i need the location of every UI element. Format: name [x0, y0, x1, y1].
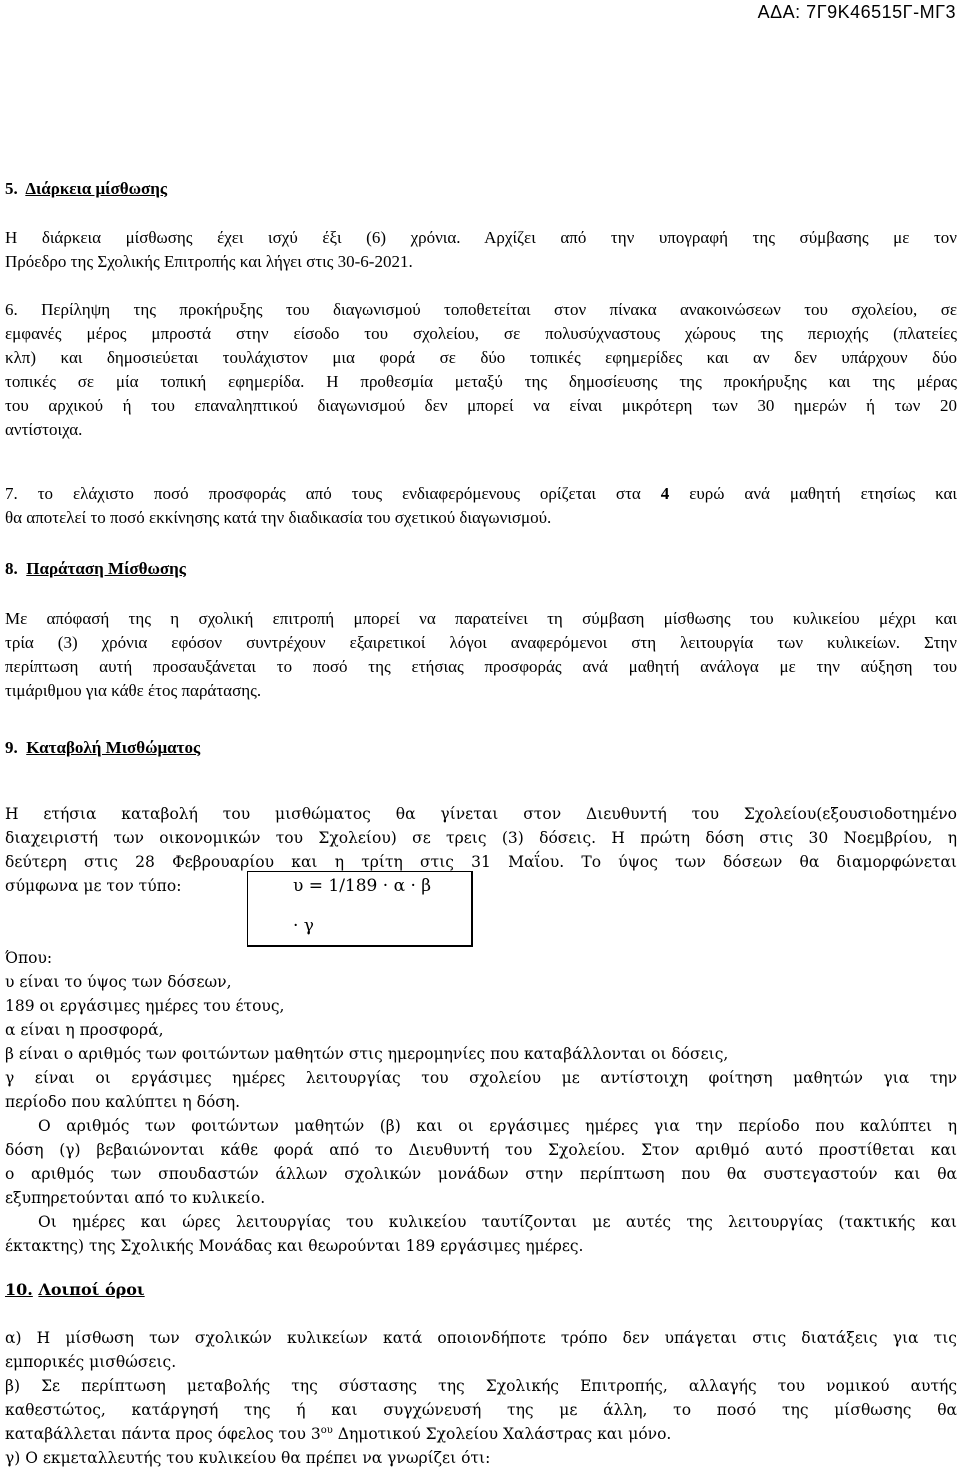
formula-line-1: υ = 1/189 · α · β	[293, 876, 432, 896]
text-line: κλπ) και δημοσιεύεται τουλάχιστον μια φορά σε δύο τοπικές εφημερίδες και αν δεν υπάρχουν δύο	[5, 348, 957, 367]
section-6-body	[5, 298, 957, 442]
text-line: Με απόφασή της η σχολική επιτροπή μπορεί να παρατείνει τη σύμβαση μίσθωσης του κυλικείου μέχρι και	[5, 609, 957, 628]
definition-line: β είναι ο αριθμός των φοιτώντων μαθητών στις ημερομηνίες που καταβάλλονται οι δόσεις,	[5, 1045, 729, 1063]
section-8-body	[5, 607, 957, 703]
text-line: έκτακτης) της Σχολικής Μονάδας και θεωρούνται 189 εργάσιμες ημέρες.	[5, 1237, 584, 1255]
ada-code: ΑΔΑ: 7Γ9Κ46515Γ-ΜΓ3	[757, 2, 956, 22]
text-line: Οι ημέρες και ώρες λειτουργίας του κυλικείου ταυτίζονται με αυτές της λειτουργίας (τακτικής και	[38, 1213, 957, 1231]
definition-line: περίοδο που καλύπτει η δόση.	[5, 1093, 241, 1111]
definition-line: 189 οι εργάσιμες ημέρες του έτους,	[5, 997, 285, 1015]
text-line: του αρχικού ή του επαναληπτικού διαγωνισμού δεν μπορεί να είναι μικρότερη των 30 ημερών ή των 20	[5, 396, 957, 415]
text-segment: Δημοτικού Σχολείου Χαλάστρας και μόνο.	[332, 1425, 672, 1443]
section-10-number: 10.	[5, 1280, 33, 1299]
text-line: δεύτερη στις 28 Φεβρουαρίου και η τρίτη στις 31 Μαΐου. Το ύψος των δόσεων θα διαμορφώνεται	[5, 853, 957, 871]
formula-box	[247, 871, 473, 947]
text-line: εμφανές μέρος μπροστά στην είσοδο του σχολείου, σε πολυσύχναστους χώρους της περιοχής (πλατείες	[5, 324, 957, 343]
text-line: Ο αριθμός των φοιτώντων μαθητών (β) και οι εργάσιμες ημέρες για την περίοδο που καλύπτει η	[38, 1117, 957, 1135]
section-10-body	[5, 1326, 957, 1470]
section-5-title: Διάρκεια μίσθωσης	[25, 179, 168, 198]
section-9-body	[5, 802, 957, 898]
text-line: Πρόεδρο της Σχολικής Επιτροπής και λήγει στις 30-6-2021.	[5, 252, 413, 271]
definition-line: υ είναι το ύψος των δόσεων,	[5, 973, 232, 991]
text-line: σύμφωνα με τον τύπο:	[5, 877, 182, 895]
section-5-number: 5.	[5, 179, 18, 198]
text-line: τοπικές σε μία τοπική εφημερίδα. Η προθεσμία μεταξύ της δημοσίευσης της προκήρυξης και της μέρας	[5, 372, 957, 391]
text-line: εμπορικές μισθώσεις.	[5, 1353, 177, 1371]
section-9-number: 9.	[5, 738, 18, 757]
ordinal-superscript: ου	[320, 1424, 333, 1436]
section-8-number: 8.	[5, 559, 18, 578]
section-10-heading	[5, 1280, 145, 1299]
section-7-body	[5, 482, 957, 530]
definition-line: γ είναι οι εργάσιμες ημέρες λειτουργίας του σχολείου με αντίστοιχη φοίτηση μαθητών για την	[5, 1069, 957, 1087]
text-line: περίπτωση αυτή προσαυξάνεται το ποσό της ετήσιας προσφοράς ανά μαθητή ανάλογα με την αύξηση του	[5, 657, 957, 676]
text-line: Η διάρκεια μίσθωσης έχει ισχύ έξι (6) χρόνια. Αρχίζει από την υπογραφή της σύμβασης με τον	[5, 228, 957, 247]
section-9-title: Καταβολή Μισθώματος	[26, 738, 201, 757]
text-line: θα αποτελεί το ποσό εκκίνησης κατά την διαδικασία του σχετικού διαγωνισμού.	[5, 508, 552, 527]
section-9-heading	[5, 737, 200, 759]
text-line: τρία (3) χρόνια εφόσον συντρέχουν εξαιρετικοί λόγοι αναφερόμενοι στη λειτουργία των κυλικείων. Στην	[5, 633, 957, 652]
text-segment: 7. το ελάχιστο ποσό προσφοράς από τους ενδιαφερόμενους ορίζεται στα	[5, 484, 661, 503]
text-line: Η ετήσια καταβολή του μισθώματος θα γίνεται στον Διευθυντή του Σχολείου(εξουσιοδοτημένο	[5, 805, 957, 823]
formula-line-2: · γ	[293, 916, 314, 936]
text-line: τιμάριθμου για κάθε έτος παράτασης.	[5, 681, 262, 700]
section-5-heading	[5, 178, 167, 200]
definitions-block	[5, 946, 957, 1258]
text-line: διαχειριστή των οικονομικών του Σχολείου) σε τρεις (3) δόσεις. Η πρώτη δόση στις 30 Νοεμβρίου, η	[5, 829, 957, 847]
section-8-title: Παράταση Μίσθωσης	[26, 559, 186, 578]
text-segment: ευρώ ανά μαθητή ετησίως και	[669, 484, 958, 503]
text-line: καθεστώτος, κατάργησή της ή και συγχώνευσή της με άλλη, το ποσό της μίσθωσης θα	[5, 1401, 957, 1419]
text-line	[5, 482, 957, 506]
text-line: α) Η μίσθωση των σχολικών κυλικείων κατά οποιονδήποτε τρόπο δεν υπάγεται στις διατάξεις για τις	[5, 1329, 957, 1347]
text-line: αντίστοιχα.	[5, 420, 83, 439]
minimum-offer-value: 4	[660, 484, 670, 503]
definition-line: α είναι η προσφορά,	[5, 1021, 164, 1039]
text-line: β) Σε περίπτωση μεταβολής της σύστασης της Σχολικής Επιτροπής, αλλαγής του νομικού αυτής	[5, 1377, 957, 1395]
section-10-title: Λοιποί όροι	[38, 1280, 145, 1299]
text-line: 6. Περίληψη της προκήρυξης του διαγωνισμού τοποθετείται στον πίνακα ανακοινώσεων του σχολείου, σε	[5, 300, 957, 319]
text-line	[5, 1422, 957, 1446]
text-line: γ) Ο εκμεταλλευτής του κυλικείου θα πρέπει να γνωρίζει ότι:	[5, 1449, 491, 1467]
section-8-heading	[5, 558, 186, 580]
where-label: Όπου:	[5, 949, 53, 967]
text-line: ο αριθμός των σπουδαστών άλλων σχολικών μονάδων στην περίπτωση που θα συστεγαστούν και θα	[5, 1165, 957, 1183]
text-segment: καταβάλλεται πάντα προς όφελος του 3	[5, 1425, 321, 1443]
text-line: δόση (γ) βεβαιώνονται κάθε φορά από το Διευθυντή του Σχολείου. Στον αριθμό αυτό προστίθεται και	[5, 1141, 957, 1159]
text-line: εξυπηρετούνται από το κυλικείο.	[5, 1189, 266, 1207]
section-5-body	[5, 226, 957, 274]
